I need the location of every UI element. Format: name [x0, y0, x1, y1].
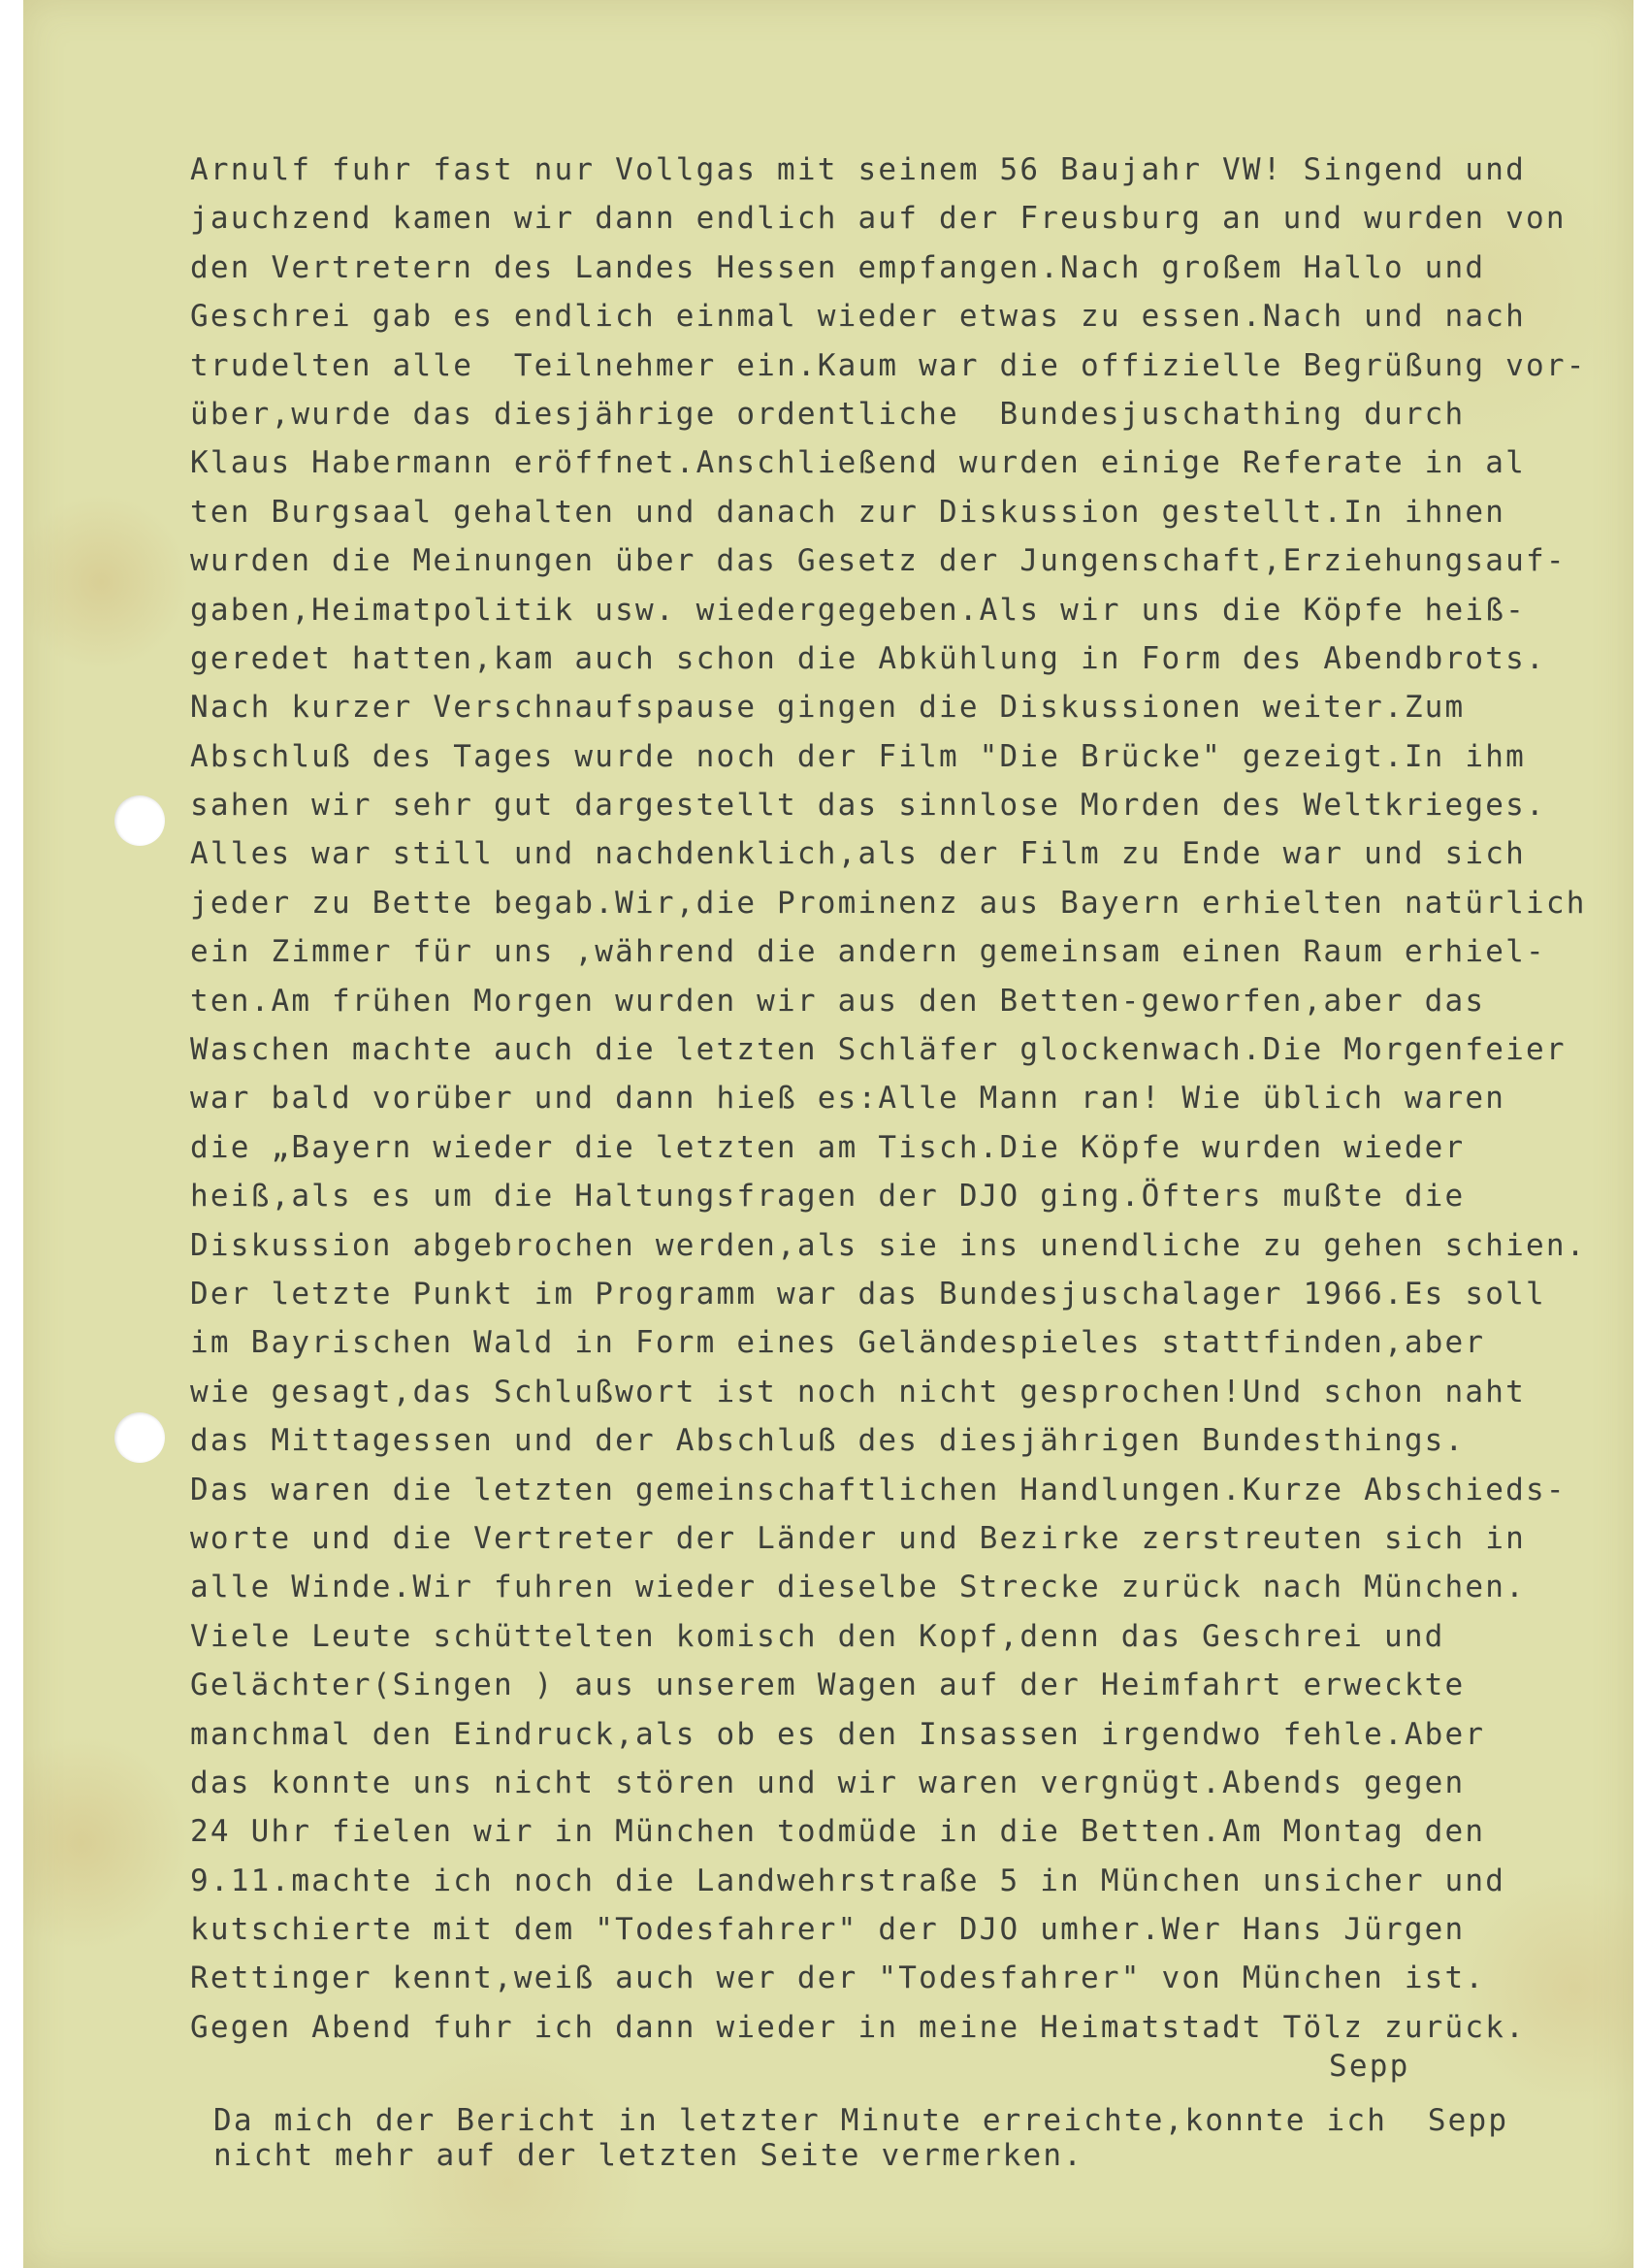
text-line: über,wurde das diesjährige ordentliche Bundesjuschathing durch	[190, 396, 1466, 432]
text-line: Das waren die letzten gemeinschaftlichen Handlungen.Kurze Abschieds-	[190, 1472, 1567, 1507]
text-line: Der letzte Punkt im Programm war das Bundesjuschalager 1966.Es soll	[190, 1276, 1546, 1312]
text-line: jauchzend kamen wir dann endlich auf der Freusburg an und wurden von	[190, 201, 1567, 237]
text-line: im Bayrischen Wald in Form eines Geländespieles stattfinden,aber	[190, 1325, 1486, 1361]
report-body	[190, 146, 1587, 2052]
text-line: Arnulf fuhr fast nur Vollgas mit seinem 56 Baujahr VW! Singend und	[190, 152, 1526, 187]
typewritten-sheet	[23, 0, 1633, 2268]
text-line: Klaus Habermann eröffnet.Anschließend wurden einige Referate in al	[190, 445, 1526, 481]
footnote	[213, 2103, 1610, 2173]
text-line: 9.11.machte ich noch die Landwehrstraße 5 in München unsicher und	[190, 1863, 1506, 1898]
text-line: trudelten alle Teilnehmer ein.Kaum war die offizielle Begrüßung vor-	[190, 347, 1587, 383]
text-line: Rettinger kennt,weiß auch wer der "Todesfahrer" von München ist.	[190, 1960, 1486, 1996]
text-line: Abschluß des Tages wurde noch der Film "Die Brücke" gezeigt.In ihm	[190, 738, 1526, 774]
text-line: alle Winde.Wir fuhren wieder dieselbe Strecke zurück nach München.	[190, 1570, 1526, 1605]
text-line: das konnte uns nicht stören und wir waren vergnügt.Abends gegen	[190, 1765, 1466, 1800]
text-line: Gelächter(Singen ) aus unserem Wagen auf der Heimfahrt erweckte	[190, 1668, 1466, 1703]
text-line: Waschen machte auch die letzten Schläfer glockenwach.Die Morgenfeier	[190, 1032, 1567, 1068]
text-line: gaben,Heimatpolitik usw. wiedergegeben.Als wir uns die Köpfe heiß-	[190, 592, 1526, 628]
text-line: Geschrei gab es endlich einmal wieder etwas zu essen.Nach und nach	[190, 299, 1526, 335]
text-line: wurden die Meinungen über das Gesetz der Jungenschaft,Erziehungsauf-	[190, 543, 1567, 579]
text-line: sahen wir sehr gut dargestellt das sinnlose Morden des Weltkrieges.	[190, 788, 1546, 824]
text-line: jeder zu Bette begab.Wir,die Prominenz aus Bayern erhielten natürlich	[190, 885, 1587, 921]
text-line: heiß,als es um die Haltungsfragen der DJO ging.Öfters mußte die	[190, 1179, 1466, 1215]
author-signature: Sepp	[1329, 2049, 1410, 2084]
text-line: 24 Uhr fielen wir in München todmüde in die Betten.Am Montag den	[190, 1814, 1486, 1850]
text-line: ein Zimmer für uns ,während die andern gemeinsam einen Raum erhiel-	[190, 934, 1546, 970]
text-line: Diskussion abgebrochen werden,als sie ins unendliche zu gehen schien.	[190, 1227, 1587, 1263]
text-line: das Mittagessen und der Abschluß des diesjährigen Bundesthings.	[190, 1423, 1466, 1459]
text-line: ten Burgsaal gehalten und danach zur Diskussion gestellt.In ihnen	[190, 494, 1506, 530]
text-line: worte und die Vertreter der Länder und Bezirke zerstreuten sich in	[190, 1520, 1526, 1556]
text-line: Nach kurzer Verschnaufspause gingen die Diskussionen weiter.Zum	[190, 690, 1466, 726]
footnote-line: Da mich der Bericht in letzter Minute erreichte,konnte ich Sepp	[213, 2103, 1509, 2138]
text-line: Gegen Abend fuhr ich dann wieder in meine Heimatstadt Tölz zurück.	[190, 2009, 1526, 2045]
footnote-line: nicht mehr auf der letzten Seite vermerken.	[213, 2138, 1084, 2173]
text-line: wie gesagt,das Schlußwort ist noch nicht gesprochen!Und schon naht	[190, 1374, 1526, 1409]
text-line: kutschierte mit dem "Todesfahrer" der DJO umher.Wer Hans Jürgen	[190, 1912, 1466, 1948]
punch-hole	[114, 795, 165, 846]
text-line: die „Bayern wieder die letzten am Tisch.Die Köpfe wurden wieder	[190, 1129, 1466, 1165]
text-line: war bald vorüber und dann hieß es:Alle Mann ran! Wie üblich waren	[190, 1081, 1506, 1117]
text-line: ten.Am frühen Morgen wurden wir aus den Betten-geworfen,aber das	[190, 983, 1486, 1019]
text-line: den Vertretern des Landes Hessen empfangen.Nach großem Hallo und	[190, 249, 1486, 285]
text-line: manchmal den Eindruck,als ob es den Insassen irgendwo fehle.Aber	[190, 1716, 1486, 1752]
text-line: geredet hatten,kam auch schon die Abkühlung in Form des Abendbrots.	[190, 640, 1546, 676]
text-line: Viele Leute schüttelten komisch den Kopf,denn das Geschrei und	[190, 1618, 1445, 1654]
punch-hole	[114, 1412, 165, 1463]
text-line: Alles war still und nachdenklich,als der Film zu Ende war und sich	[190, 836, 1526, 872]
